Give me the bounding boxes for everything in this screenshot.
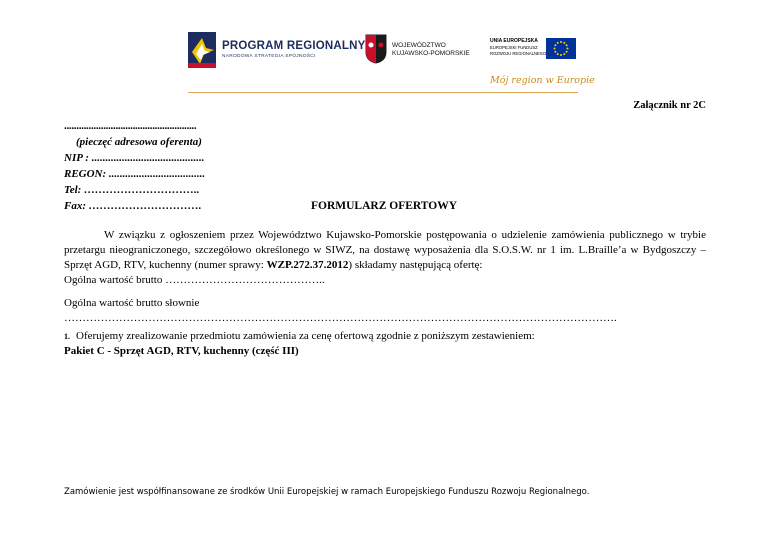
package-heading: Pakiet C - Sprzęt AGD, RTV, kuchenny (część III) (64, 345, 299, 357)
seal-dots: ...................................................... (64, 120, 197, 132)
program-star-icon (188, 32, 216, 68)
point-1 (64, 329, 706, 344)
intro-text-end: ) składamy następującą ofertę: (348, 259, 483, 271)
voivodeship-line1: WOJEWÓDZTWO (392, 42, 446, 49)
eu-flag-icon (546, 38, 576, 59)
offer-body (64, 228, 706, 359)
program-regionalny-logo (188, 32, 366, 68)
gross-value-line: Ogólna wartość brutto …………………………………….. (64, 274, 325, 286)
program-title: PROGRAM REGIONALNY (222, 40, 366, 52)
header-logos (188, 32, 595, 92)
case-number: WZP.272.37.2012 (266, 259, 349, 271)
bidder-seal-caption: (pieczęć adresowa oferenta) (76, 136, 202, 148)
coat-of-arms-icon (365, 34, 387, 64)
program-subtitle: NARODOWA STRATEGIA SPÓJNOŚCI (222, 54, 316, 59)
attachment-label: Załącznik nr 2C (633, 100, 706, 111)
eu-line3: ROZWOJU REGIONALNEGO (490, 51, 547, 56)
voivodeship-logo (365, 34, 485, 66)
intro-text: W związku z ogłoszeniem przez Województwo Kujawsko-Pomorskie postępowania o udzielenie zamówienia publicznego w trybie przetargu nieograniczonego, szczegółowo określonego w SIWZ, na dostawę wyposażenia dla S.O.S.W. nr 1 im. L.Braille’a w Bydgoszczy – Sprzęt AGD, RTV, kuchenny (numer sprawy: (64, 229, 706, 271)
eu-line1: UNIA EUROPEJSKA (490, 38, 538, 44)
eu-line2: EUROPEJSKI FUNDUSZ (490, 45, 538, 50)
nip-field: NIP : ......................................... (64, 152, 205, 164)
eu-motto: Mój region w Europie (490, 75, 595, 86)
gross-words-label: Ogólna wartość brutto słownie (64, 297, 200, 309)
intro-paragraph (64, 228, 706, 273)
point-text: Oferujemy zrealizowanie przedmiotu zamówienia za cenę ofertową zgodnie z poniższym zestawieniem: (76, 330, 535, 342)
header-divider (188, 92, 578, 93)
fax-field: Fax: …………………………. (64, 200, 202, 212)
voivodeship-line2: KUJAWSKO-POMORSKIE (392, 50, 470, 57)
regon-field: REGON: ................................... (64, 168, 206, 180)
gross-words-dots: ……………………………………………………………………………………………………………………………………. (64, 312, 617, 324)
footer-note: Zamówienie jest współfinansowane ze środków Unii Europejskiej w ramach Europejskiego Funduszu Rozwoju Regionalnego. (64, 487, 590, 497)
point-number: 1. (64, 332, 70, 341)
tel-field: Tel: ………………………….. (64, 184, 200, 196)
form-title: FORMULARZ OFERTOWY (310, 200, 457, 212)
eu-logo (490, 38, 595, 94)
